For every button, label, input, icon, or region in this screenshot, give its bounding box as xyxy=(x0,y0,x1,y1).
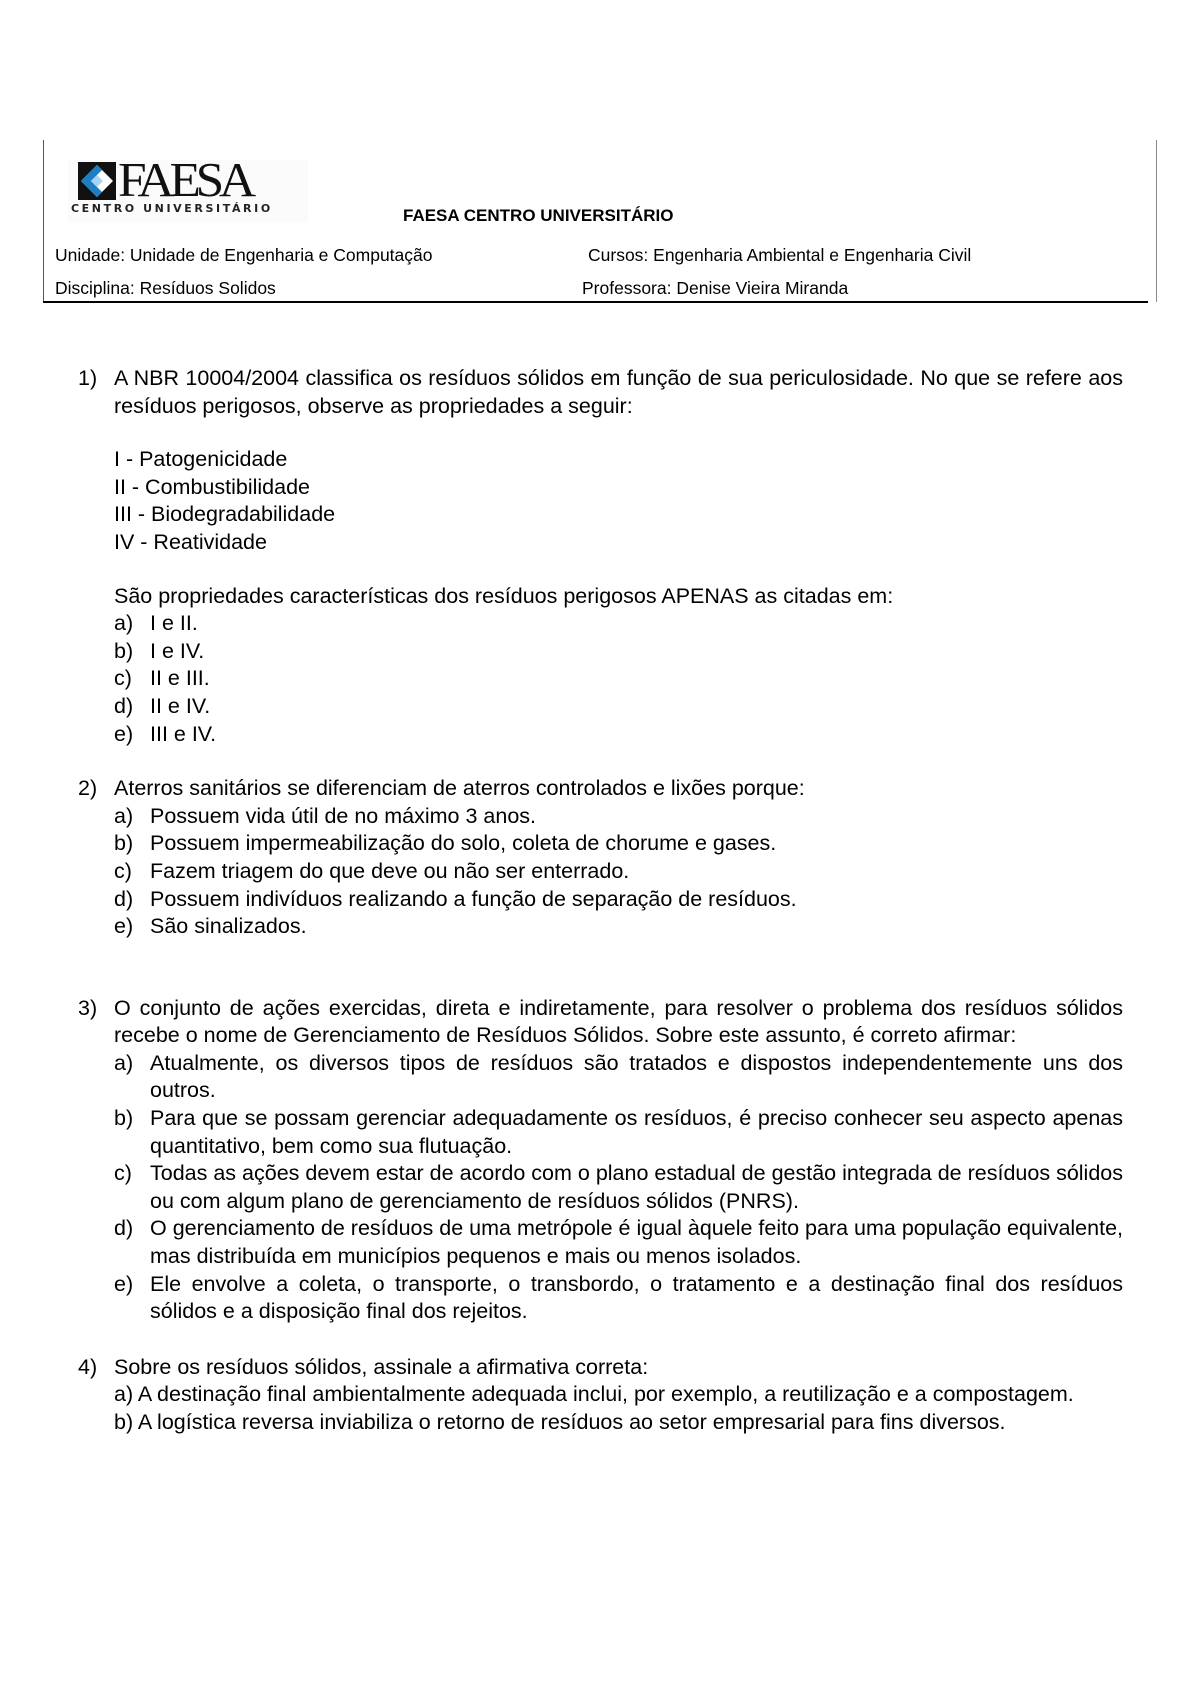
question-stem: Aterros sanitários se diferenciam de aterros controlados e lixões porque: xyxy=(114,776,805,801)
option-letter: d) xyxy=(114,1216,134,1241)
option-item xyxy=(114,886,1123,914)
option-letter: b) xyxy=(114,638,134,663)
question-stem: A NBR 10004/2004 classifica os resíduos sólidos em função de sua periculosidade. No que se refere aos resíduos perigosos, observe as propriedades a seguir: xyxy=(114,366,1123,418)
option-item xyxy=(114,1160,1123,1215)
option-letter: b) xyxy=(114,831,134,856)
option-letter: e) xyxy=(114,914,134,939)
option-item xyxy=(114,610,1123,638)
option-item xyxy=(114,721,1123,749)
option-text: Possuem impermeabilização do solo, coleta de chorume e gases. xyxy=(150,831,777,856)
option-item xyxy=(114,1381,1123,1409)
option-item xyxy=(114,1409,1123,1437)
exam-content xyxy=(78,365,1123,1437)
option-item xyxy=(114,693,1123,721)
option-letter: a) xyxy=(114,803,134,828)
option-letter: a) xyxy=(114,1050,134,1075)
options-list xyxy=(114,803,1123,941)
header-left-border xyxy=(43,140,44,302)
option-item xyxy=(114,665,1123,693)
option-text: Atualmente, os diversos tipos de resíduos são tratados e dispostos independentemente uns dos outros. xyxy=(150,1050,1123,1103)
header-right-border xyxy=(1156,140,1157,302)
property-item: II - Combustibilidade xyxy=(114,474,310,499)
option-text: III e IV. xyxy=(150,721,217,746)
option-text: Fazem triagem do que deve ou não ser enterrado. xyxy=(150,858,630,883)
header-bottom-rule xyxy=(43,301,1148,303)
question-3 xyxy=(78,995,1123,1326)
option-letter: a) xyxy=(114,611,134,636)
option-letter: e) xyxy=(114,721,134,746)
property-item: IV - Reatividade xyxy=(114,529,267,554)
option-text: I e IV. xyxy=(150,638,205,663)
cursos-field: Cursos: Engenharia Ambiental e Engenharia Civil xyxy=(588,245,972,265)
option-letter: c) xyxy=(114,666,132,691)
option-text: O gerenciamento de resíduos de uma metrópole é igual àquele feito para uma população equivalente, mas distribuída em municípios pequenos e mais ou menos isolados. xyxy=(150,1216,1123,1269)
document-header xyxy=(43,140,1157,302)
question-number: 1) xyxy=(78,366,98,390)
option-item xyxy=(114,638,1123,666)
option-letter: c) xyxy=(114,858,132,883)
option-letter: b) xyxy=(114,1410,134,1434)
question-number: 4) xyxy=(78,1354,98,1379)
option-item xyxy=(114,1050,1123,1105)
question-stem: O conjunto de ações exercidas, direta e indiretamente, para resolver o problema dos resíduos sólidos recebe o nome de Gerenciamento de Resíduos Sólidos. Sobre este assunto, é correto afirmar: xyxy=(114,995,1123,1048)
option-item xyxy=(114,1105,1123,1160)
professora-field: Professora: Denise Vieira Miranda xyxy=(582,278,849,298)
option-item xyxy=(114,1271,1123,1326)
question-2 xyxy=(78,775,1123,941)
option-item xyxy=(114,1215,1123,1270)
option-text: São sinalizados. xyxy=(150,914,307,939)
option-letter: c) xyxy=(114,1161,132,1186)
option-item xyxy=(114,858,1123,886)
options-list xyxy=(114,1050,1123,1326)
question-prompt: São propriedades características dos resíduos perigosos APENAS as citadas em: xyxy=(114,583,894,608)
option-letter: a) xyxy=(114,1382,134,1407)
logo-wordmark: FAESA xyxy=(118,152,251,207)
option-text: Possuem vida útil de no máximo 3 anos. xyxy=(150,803,537,828)
options-list xyxy=(114,610,1123,748)
properties-list xyxy=(114,446,1123,556)
option-text: II e IV. xyxy=(150,693,211,718)
question-number: 2) xyxy=(78,776,98,801)
property-item: I - Patogenicidade xyxy=(114,447,288,472)
question-stem: Sobre os resíduos sólidos, assinale a afirmativa correta: xyxy=(114,1354,649,1379)
question-1 xyxy=(78,365,1123,748)
option-item xyxy=(114,913,1123,941)
institution-title: FAESA CENTRO UNIVERSITÁRIO xyxy=(403,206,674,225)
option-text: Ele envolve a coleta, o transporte, o transbordo, o tratamento e a destinação final dos resíduos sólidos e a disposição final dos rejeitos. xyxy=(150,1271,1123,1324)
option-letter: d) xyxy=(114,886,134,911)
option-letter: e) xyxy=(114,1271,134,1296)
faesa-logo xyxy=(68,152,308,222)
option-item xyxy=(114,803,1123,831)
option-text: II e III. xyxy=(150,666,210,691)
option-item xyxy=(114,830,1123,858)
unidade-field: Unidade: Unidade de Engenharia e Computação xyxy=(55,245,433,265)
options-list xyxy=(114,1381,1123,1436)
option-text: Todas as ações devem estar de acordo com o plano estadual de gestão integrada de resíduos sólidos ou com algum plano de gerenciamento de resíduos sólidos (PNRS). xyxy=(150,1161,1123,1213)
faesa-diamond-icon xyxy=(78,162,116,200)
option-letter: d) xyxy=(114,693,134,718)
option-text: I e II. xyxy=(150,611,198,636)
disciplina-field: Disciplina: Resíduos Solidos xyxy=(55,278,276,298)
option-text: A logística reversa inviabiliza o retorno de resíduos ao setor empresarial para fins diversos. xyxy=(137,1410,1006,1434)
option-text: Possuem indivíduos realizando a função de separação de resíduos. xyxy=(150,886,797,911)
question-4 xyxy=(78,1354,1123,1437)
property-item: III - Biodegradabilidade xyxy=(114,502,336,527)
question-number: 3) xyxy=(78,995,98,1020)
option-letter: b) xyxy=(114,1106,134,1131)
option-text: Para que se possam gerenciar adequadamente os resíduos, é preciso conhecer seu aspecto apenas quantitativo, bem como sua flutuação. xyxy=(150,1106,1123,1158)
logo-subtitle: CENTRO UNIVERSITÁRIO xyxy=(71,202,273,215)
option-text: A destinação final ambientalmente adequada inclui, por exemplo, a reutilização e a compostagem. xyxy=(137,1382,1074,1407)
